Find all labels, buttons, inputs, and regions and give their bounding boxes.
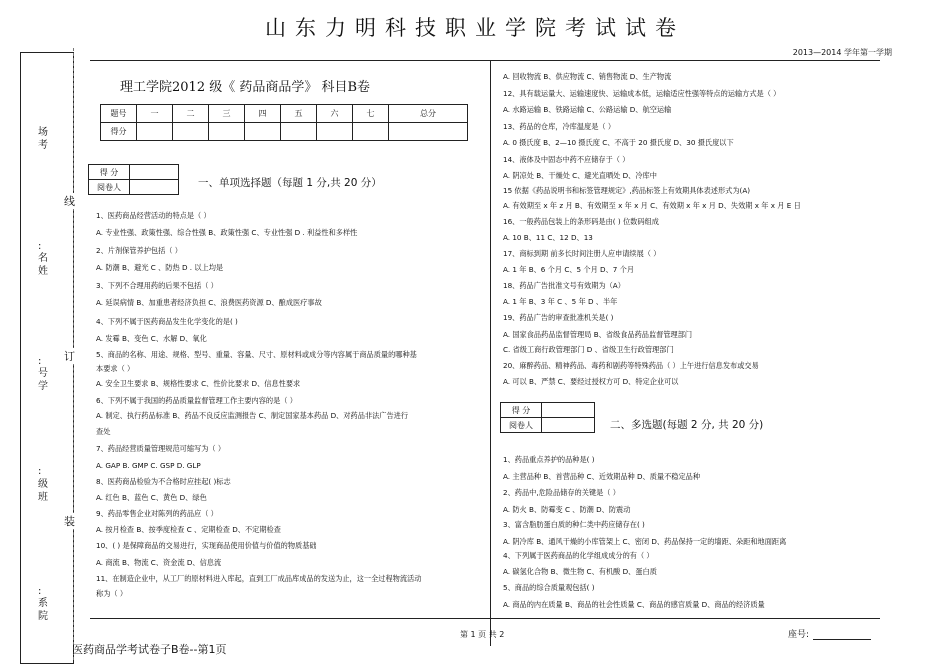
question-line: A. 商流 B、物流 C、资金流 D、信息流: [96, 558, 222, 567]
section2-title: 二、多选题(每题 2 分, 共 20 分): [610, 419, 764, 431]
seat-number: [788, 627, 871, 640]
score-label: 得 分: [501, 403, 542, 418]
question-line: 1、医药商品经营活动的特点是（ ）: [96, 211, 211, 220]
table-cell: 七: [353, 105, 389, 123]
binding-char-line: 线: [64, 195, 75, 208]
section2-score-box: [500, 402, 595, 433]
table-cell: 六: [317, 105, 353, 123]
table-cell: 得分: [101, 123, 137, 141]
score-table-score-row: [101, 123, 468, 141]
binding-colon: :: [38, 586, 42, 597]
question-line: A. 有效期至 x 年 z 月 B、有效期至 x 年 x 月 C、有效期 x 年 x 月 D、失效期 x 年 x 月 E 日: [503, 201, 801, 210]
binding-label-student-id: 号学: [38, 368, 48, 392]
binding-colon: :: [38, 241, 42, 252]
question-line: 13、药品的仓库，冷库温度是（ ）: [503, 122, 616, 131]
question-line: 14、液体及中固态中药不应储存于（ ）: [503, 155, 630, 164]
score-cell[interactable]: [281, 123, 317, 141]
page-number: 第 1 页 共 2: [460, 630, 505, 639]
question-line: 6、下列不属于我国的药品质量监督管理工作主要内容的是（ ）: [96, 396, 297, 405]
score-cell[interactable]: [317, 123, 353, 141]
score-cell[interactable]: [209, 123, 245, 141]
reviewer-value-cell[interactable]: [542, 418, 595, 433]
question-line: A. 回收物流 B、供应物流 C、销售物流 D、生产物流: [503, 72, 672, 81]
score-label: 得 分: [89, 165, 130, 180]
column-divider: [490, 61, 491, 646]
table-cell: 五: [281, 105, 317, 123]
question-line: 7、药品经营质量管理规范可缩写为（ ）: [96, 444, 226, 453]
section1-score-box: [88, 164, 179, 195]
question-line: 17、商标到期 前多长时间注册人应申请续展（ ）: [503, 249, 661, 258]
table-cell: 题号: [101, 105, 137, 123]
question-line: A. 水路运输 B、铁路运输 C、公路运输 D、航空运输: [503, 105, 672, 114]
question-line: 2、片剂保管养护包括（ ）: [96, 246, 182, 255]
binding-char-fasten: 装: [64, 515, 75, 528]
question-line: 查处: [96, 427, 111, 436]
question-line: A. 红色 B、蓝色 C、黄色 D、绿色: [96, 493, 207, 502]
school-term: 2013—2014 学年第一学期: [792, 48, 892, 57]
table-cell: 一: [137, 105, 173, 123]
section1-title: 一、单项选择题（每题 1 分,共 20 分）: [198, 177, 382, 189]
table-cell: 四: [245, 105, 281, 123]
question-line: A. 碳氢化合物 B、微生物 C、有机酸 D、蛋白质: [503, 567, 657, 576]
score-cell-total[interactable]: [389, 123, 468, 141]
question-line: 4、下列属于医药商品的化学组成成分的有（ ）: [503, 551, 654, 560]
binding-label-name: 名姓: [38, 253, 48, 277]
table-cell: 三: [209, 105, 245, 123]
question-line: 9、药品零售企业对陈列的药品应（ ）: [96, 509, 218, 518]
question-line: A. 防火 B、防霉变 C 、防潮 D、防震动: [503, 505, 631, 514]
score-cell[interactable]: [137, 123, 173, 141]
question-line: 3、下列不合理用药的后果不包括（ ）: [96, 281, 218, 290]
question-line: 10、( ) 是保障商品的交易进行，实现商品使用价值与价值的物质基础: [96, 541, 317, 550]
question-line: 5、商品的名称、用途、规格、型号、重量、容量、尺寸、原材料或成分等内容属于商品质量的哪种基: [96, 350, 417, 359]
question-line: 本要求（ ）: [96, 364, 135, 373]
question-line: 称为（ ）: [96, 589, 128, 598]
question-line: 19、药品广告的审查批准机关是( ): [503, 313, 614, 322]
binding-label-class: 级班: [38, 479, 48, 503]
question-line: 3、富含脂肪蛋白质的种仁类中药应储存在( ): [503, 520, 645, 529]
question-line: A. 制定、执行药品标准 B、药品不良反应监测报告 C、制定国家基本药品 D、对药品非法广告进行: [96, 411, 409, 420]
question-line: 1、药品重点养护的品种是( ): [503, 455, 595, 464]
question-line: A. 可以 B、严禁 C、要经过授权方可 D、特定企业可以: [503, 377, 679, 386]
question-line: A. 延误病情 B、加重患者经济负担 C、浪费医药资源 D、酿成医疗事故: [96, 298, 322, 307]
question-line: A. 专业性强、政策性强、综合性强 B、政策性强 C、专业性强 D . 利益性和多样性: [96, 228, 358, 237]
reviewer-value-cell[interactable]: [130, 180, 179, 195]
binding-label-department: 系院: [38, 598, 48, 622]
binding-char-bind: 订: [64, 350, 75, 363]
reviewer-label: 阅卷人: [89, 180, 130, 195]
question-line: A. 发霉 B、变色 C、水解 D、氧化: [96, 334, 207, 343]
score-cell[interactable]: [173, 123, 209, 141]
seat-label: 座号:: [788, 630, 810, 640]
question-line: 11、在制造企业中，从工厂的原材料进入库起，直到工厂成品库成品的发送为止，这一全过程物流活动: [96, 574, 422, 583]
question-line: A. 安全卫生要求 B、规格性要求 C、性价比要求 D、信息性要求: [96, 379, 301, 388]
score-value-cell[interactable]: [130, 165, 179, 180]
question-line: 5、商品的综合质量观包括( ): [503, 583, 595, 592]
question-line: 2、药品中,危险品储存的关键是（ ）: [503, 488, 620, 497]
question-line: 18、药品广告批准文号有效期为（A）: [503, 281, 625, 290]
reviewer-label: 阅卷人: [501, 418, 542, 433]
question-line: 16、一般药品包装上的条形码是由( ) 位数码组成: [503, 217, 659, 226]
question-line: A. 阴凉处 B、干燥处 C、避光直晒处 D、冷库中: [503, 171, 657, 180]
question-line: A. 1 年 B、3 年 C 、5 年 D 、半年: [503, 297, 618, 306]
header-rule: [90, 60, 880, 61]
score-cell[interactable]: [353, 123, 389, 141]
document-footer-text: 医药商品学考试卷子B卷--第1页: [72, 643, 227, 656]
score-table: [100, 104, 468, 141]
question-line: A. 防潮 B、避光 C 、防热 D . 以上均是: [96, 263, 224, 272]
question-line: A. 商品的内在质量 B、商品的社会性质量 C、商品的感官质量 D、商品的经济质量: [503, 600, 765, 609]
binding-colon: :: [38, 356, 42, 367]
question-line: C. 省级工商行政管理部门 D 、省级卫生行政管理部门: [503, 345, 674, 354]
question-line: A. GAP B. GMP C. GSP D. GLP: [96, 461, 201, 470]
question-line: A. 1 年 B、6 个月 C、5 个月 D、7 个月: [503, 265, 635, 274]
exam-subtitle: 理工学院2012 级《 药品商品学》 科目B卷: [120, 80, 371, 95]
score-value-cell[interactable]: [542, 403, 595, 418]
question-line: 20、麻醉药品、精神药品、毒药和剧药等特殊药品（ ）上午进行信息发布或交易: [503, 361, 759, 370]
question-line: A. 按月检查 B、按季度检查 C 、定期检查 D、不定期检查: [96, 525, 281, 534]
question-line: 4、下列不属于医药商品发生化学变化的是( ): [96, 317, 238, 326]
question-line: 15 依据《药品说明书和标签管理规定》,药品标签上有效期具体表述形式为(A): [503, 186, 751, 195]
binding-colon: :: [38, 466, 42, 477]
question-line: A. 主营品种 B、首营品种 C、近效期品种 D、质量不稳定品种: [503, 472, 701, 481]
question-line: A. 国家食品药品监督管理局 B、省级食品药品监督管理部门: [503, 330, 693, 339]
binding-label-exam-room: 场考: [38, 127, 48, 151]
question-line: A. 阴冷库 B、通风干燥的小库管架上 C、密闭 D、药品保持一定的墙距、朵距和地面距离: [503, 537, 787, 546]
seat-input-line[interactable]: [813, 630, 871, 640]
exam-title: 山东力明科技职业学院考试试卷: [265, 16, 685, 40]
table-cell: 总分: [389, 105, 468, 123]
question-line: A. 10 B、11 C、12 D、13: [503, 233, 593, 242]
question-line: A. 0 摄氏度 B、2—10 摄氏度 C、不高于 20 摄氏度 D、30 摄氏度以下: [503, 138, 734, 147]
question-line: 12、具有载运量大、运输速度快、运输成本低，运输适应性强等特点的运输方式是（ ）: [503, 89, 781, 98]
footer-rule: [90, 618, 880, 619]
score-cell[interactable]: [245, 123, 281, 141]
question-line: 8、医药商品检验为不合格时应挂起( )标志: [96, 477, 231, 486]
table-cell: 二: [173, 105, 209, 123]
score-table-header-row: [101, 105, 468, 123]
